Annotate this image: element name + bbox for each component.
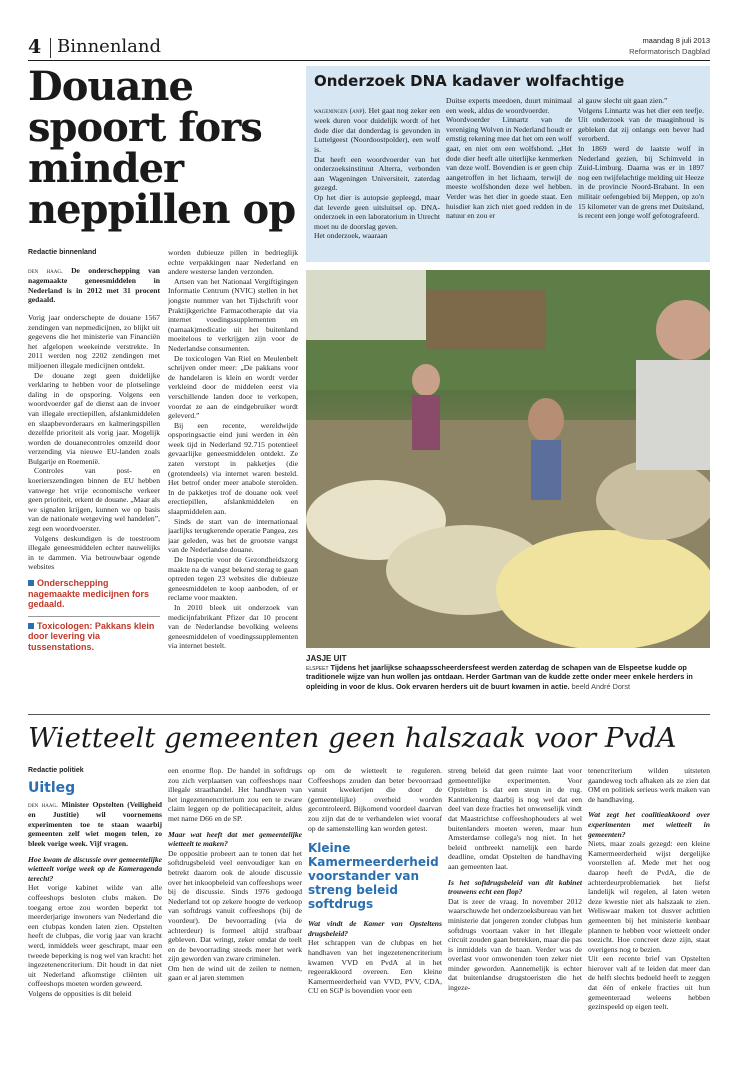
section-divider bbox=[28, 714, 710, 715]
paragraph: Sinds de start van de internationaal jaarlijks terugkerende operatie Pangea, zes jaar geleden, was het de grootste vangst van de Nederlandse douane. bbox=[168, 516, 298, 555]
photo-credit: beeld André Dorst bbox=[571, 681, 631, 691]
dateline: wageningen (anp). bbox=[314, 106, 367, 115]
paragraph: De oppositie probeert aan te tonen dat het softdrugsbeleid veel eenvoudiger kan en betrekt daarom ook de aloude discussie over het inkoopbeleid van coffeeshops weer bij de discussie. Sinds 1976 gedoogd Nederland tot op zekere hoogte de verkoop van softdrugs vanuit coffeeshops (bij de voordeur). De bevoorrading (via de achterdeur) is formeel altijd strafbaar gebleven. Dat wringt, zeker omdat de teelt en de bevoorrading steeds meer het werk zijn geworden van zware criminelen. Om hen de wind uit de zeilen te nemen, gaan er al jaren stemmen bbox=[168, 848, 302, 983]
byline: Redactie politiek bbox=[28, 767, 84, 774]
paragraph: Niets, maar zoals gezegd: een kleine Kamermeerderheid wijst dergelijke voorstellen af. Mede met het oog daarop heeft de PvdA, die de achterdeurproblematiek het liefst landelijk wil regelen, al laten weten deze kwestie niet als halszaak te zien. Weliswaar maken tot dusver achttien gemeenten bij het ministerie kenbaar plannen te hebben voor wietteelt onder toezicht. Hoe concreet deze zijn, staat overigens nog te bezien. Uit een recente brief van Opstelten hierover valt af te leiden dat meer dan de helft slechts bedoeld heeft te zeggen dat één of enkele fracties uit hun gemeenteraad weleens hebben gezinspeeld op eigen teelt. bbox=[588, 839, 710, 1012]
paragraph: worden dubieuze pillen in bedrieglijk echte verpakkingen naar Nederland en andere westerse landen verzonden. bbox=[168, 248, 298, 277]
paragraph: Dat is zeer de vraag. In november 2012 waarschuwde het onderzoeksbureau van het ministerie dat jongeren zonder clubpas hun softdrugs voortaan vaker in het illegale circuit zouden gaan betrekken, maar die pas is inmiddels van de baan. Verder was de overlast voor omwonenden toen zeker niet minder geworden. Aannemelijk is echter dat buitenlandse drugstoeristen die het ingeze- bbox=[448, 896, 582, 993]
header-date: maandag 8 juli 2013 bbox=[642, 36, 710, 45]
article1-col1 bbox=[28, 248, 160, 682]
paragraph: Vorig jaar onderschepte de douane 1567 zendingen van nepmedicijnen, zo blijkt uit gegevens die het ministerie van Financiën het afgelopen weekeinde verstrekte. In 2011 werden nog 2202 zendingen met miljoenen illegale medicijnen ontdekt. bbox=[28, 312, 160, 370]
article2-col1 bbox=[314, 96, 440, 258]
paragraph: De Inspectie voor de Gezondheidszorg maakte na de vangst bekend sterag te gaan optreden tegen 23 websites die dubieuze geneesmiddelen te koop aanboden, of er reclame voor maakten. bbox=[168, 555, 298, 603]
question: Maar wat heeft dat met gemeentelijke wietteelt te maken? bbox=[168, 829, 302, 849]
section-title: Binnenland bbox=[57, 36, 162, 57]
question: Is het softdrugsbeleid van dit kabinet trouwens echt een flop? bbox=[448, 877, 582, 897]
headline-line: spoort fors bbox=[28, 104, 262, 151]
paragraph: Het schrappen van de clubpas en het handhaven van het ingezetenencriterium kwamen VVD en PvdA al in het regeerakkoord overeen. Een kleine Kamermeerderheid van VVD, PVV, CDA, CU en SGP is bovendien voor een bbox=[308, 938, 442, 996]
paragraph: Het vorige kabinet wilde van alle coffeeshops besloten clubs maken. De toegang ertoe zou worden beperkt tot meerderjarige inwoners van Nederland die een clubpas konden laten zien. Opstelten heeft de clubpas, die vorig jaar van kracht werd, inmiddels weer geschrapt, maar een tweede beperking is nog wel van kracht: het ingezetenencriterium. Dit houdt in dat niet uit Nederland afkomstige cliënten uit coffeeshops moeten worden geweerd. Volgens de opposities is dit beleid bbox=[28, 883, 162, 998]
paragraph: een enorme flop. De handel in softdrugs zou zich verplaatsen van coffeeshops naar illegale straathandel. Het handhaven van het ingezetenencriterium zou een te zware claim leggen op de politiecapaciteit, aldus met name D66 en de SP. bbox=[168, 766, 302, 823]
paragraph: Bij een recente, wereldwijde opsporingsactie eind juni werden in één week tijd in Nederland 92.715 potentieel gevaarlijke geneesmiddelen ontdekt. Ze zaten verstopt in pakketjes (die (grotendeels) via internet waren besteld. Het betrof onder meer anabole steroïden. In de pakketjes trof de douane ook veel erectiepillen, afslankmiddelen en slaapmiddelen aan. bbox=[168, 420, 298, 517]
paragraph: op om de wietteelt te reguleren. Coffeeshops zouden dan beter bevoorraad vanuit kwekerijen die door de (gemeentelijke) overheid worden gecontroleerd. Bijkomend voordeel daarvan zou zijn dat de te verhandelen wiet vooraf op de samenstelling kan worden getest. bbox=[308, 766, 442, 833]
paragraph: tenencriterium wilden uitsteten gaandeweg toch afhaken als ze zien dat OM en politiek serieus werk maken van de handhaving. bbox=[588, 766, 710, 804]
article2-headline: Onderzoek DNA kadaver wolfachtige bbox=[314, 72, 625, 90]
lead: Minister Opstelten (Veiligheid en Justitie) wil voornemens experimenten toe te staan waarbij gemeenten zelf wiet mogen telen, zo bleek vorige week. Vijf vragen. bbox=[28, 799, 162, 848]
bullet-box bbox=[28, 578, 160, 652]
article3-col2 bbox=[168, 766, 302, 1066]
article3-col5 bbox=[588, 766, 710, 1066]
paragraph: De douane zegt geen duidelijke verklaring te hebben voor de plotselinge daling in de opsporing. Volgens een woordvoerder gaf de dienst aan de invoer van illegale erectiepillen, afslankmiddelen en slaapbevorderaars en kalmeringspillen dezelfde prioriteit als vorig jaar. Mogelijk worden de douanecontroles omzeild door verzending via nieuwe EU-landen zoals Bulgarije en Roemenië. bbox=[28, 370, 160, 466]
header-rule bbox=[28, 60, 710, 61]
header-divider bbox=[50, 38, 51, 58]
page-number: 4 bbox=[28, 36, 42, 58]
caption-place: elspeet bbox=[306, 663, 329, 673]
article2-text: Het gaat nog zeker een week duren voor duidelijk wordt of het dode dier dat donderdag is gevonden in Luttelgeest (Noordoostpolder), een wolf is. Dat heeft een woordvoerder van het onderzoeksinstituut Alterra, verbonden aan Wageningen Universiteit, zaterdag gezegd. Op het dier is autopsie gepleegd, maar dat leverde geen uitsluitsel op. DNA-onderzoek in een laboratorium in Utrecht moet nu de doorslag geven. Het onderzoek, waaraan bbox=[314, 105, 440, 241]
dateline: den haag. bbox=[28, 800, 58, 809]
sheep-shearing-photo bbox=[306, 270, 710, 648]
question: Hoe kwam de discussie over gemeentelijke wietteelt vorige week op de Kameragenda terecht? bbox=[28, 854, 162, 883]
caption-title: JASJE UIT bbox=[306, 654, 347, 663]
headline-line: minder bbox=[28, 145, 184, 192]
article1-col2 bbox=[168, 248, 298, 704]
article3-col4 bbox=[448, 766, 582, 1066]
paragraph: Artsen van het Nationaal Vergiftigingen Informatie Centrum (NVIC) stellen in het jongste nummer van het Tijdschrift voor Praktijkgerichte Farmacotherapie dat via internet voedingssupplementen en (namaak)medicatie uit het buitenland moeiteloos te verkrijgen zijn voor de Nederlandse consumenten. bbox=[168, 276, 298, 353]
caption-text: Tijdens het jaarlijkse schaapsscheerdersfeest werden zaterdag de schapen van de Elspeetse kudde op traditionele wijze van hun wollen jas ontdaan. Herder Gartman van de kudde zette onder meer enkele herders in opleiding in voor de klus. Ook ervaren herders uit de buurt kwamen in actie. bbox=[306, 663, 693, 691]
subheadline: Kleine Kamermeerderheid voorstander van streng beleid softdrugs bbox=[308, 841, 439, 912]
article3-headline: Wietteelt gemeenten geen halszaak voor PvdA bbox=[28, 722, 677, 754]
paragraph: De toxicologen Van Riel en Meulenbelt schrijven onder meer: „De pakkans voor de handelaren is klein en wordt verder verkleind door de middelen eerst via verschillende landen door te verkopen, voordat ze aan de eindgebruiker wordt geleverd.” bbox=[168, 353, 298, 421]
paragraph: Volgens deskundigen is de toestroom illegale geneesmiddelen echter nauwelijks in te dammen. Via betrouwbaar ogende websites bbox=[28, 533, 160, 572]
question: Wat zegt het coalitieakkoord over experimenten met wietteelt in gemeenten? bbox=[588, 810, 710, 839]
kicker: Uitleg bbox=[28, 779, 76, 796]
article3-col1 bbox=[28, 766, 162, 1066]
bullet-square-icon bbox=[28, 623, 34, 629]
bullet-square-icon bbox=[28, 580, 34, 586]
bullet-text: Onderschepping nagemaakte medicijnen fors gedaald. bbox=[28, 578, 150, 609]
article1-headline bbox=[28, 63, 298, 233]
question: Wat vindt de Kamer van Opsteltens drugsbeleid? bbox=[308, 919, 442, 938]
paragraph: In 2010 bleek uit onderzoek van medicijnfabrikant Pfizer dat 10 procent van de Nederlandse bevolking weleens geneesmiddelen of voedingssupplementen via internet bestelt. bbox=[168, 602, 298, 651]
header-paper: Reformatorisch Dagblad bbox=[629, 47, 710, 56]
headline-line: neppillen op bbox=[28, 186, 296, 233]
article2-col2: Duitse experts meedoen, duurt minimaal een week, aldus de woordvoerder. Woordvoerder Linnartz van de vereniging Wolven in Nederland houdt er ernstig rekening mee dat het om een wolf gaat, en niet om een wolfshond. „Het dode dier heeft alle uiterlijke kenmerken van deze wolf. Bovendien is er geen chip aangetroffen in het lichaam, terwijl de meeste wolfshonden deze wel hebben. Verder was het dier in goede staat. Een huisdier kan zich niet goed redden in de natuur en zou er bbox=[446, 96, 572, 221]
paragraph: streng beleid dat geen ruimte laat voor gemeentelijke experimenten. Voor Opstelten is dat een steun in de rug. Kanttekening daarbij is nog wel dat een deel van deze fracties het onwenselijk vindt dat Maastrichtse coffeeshophouders al wel buitenlanders moeten weren, maar hun Amsterdamse collega's nog niet. In het beleid ontbreekt namelijk een harde deadline, omdat Opstelten de handhaving aan gemeenten laat. bbox=[448, 766, 582, 871]
paragraph: Controles van post- en koerierszendingen binnen de EU hebben vanwege het vrije economische verkeer geen prioriteit, erkent de douane. „Maar als we signalen krijgen, kunnen we op basis van de nationale wetgeving wel handelen”, zegt een woordvoerster. bbox=[28, 466, 160, 534]
photo-caption bbox=[306, 654, 710, 691]
article3-col3 bbox=[308, 766, 442, 1066]
lead: De onderschepping van nagemaakte geneesmiddelen in Nederland is in 2012 met 31 procent gedaald. bbox=[28, 265, 160, 305]
photo-illustration-icon bbox=[306, 270, 710, 648]
dateline: den haag. bbox=[28, 266, 63, 275]
headline-line: Douane bbox=[28, 63, 193, 110]
byline: Redactie binnenland bbox=[28, 249, 97, 256]
bullet-text: Toxicologen: Pakkans klein door levering via tussenstations. bbox=[28, 620, 155, 652]
article2-col3: al gauw slecht uit gaan zien.” Volgens Linnartz was het dier een teefje. Uit onderzoek van de maaginhoud is gebleken dat zij onlangs een bever had verorberd. In 1869 werd de laatste wolf in Nederland gezien, bij Schimveld in Zuid-Limburg. Daarna was er in 1897 nog een twijfelachtige melding uit Heeze in de provincie Noord-Brabant. In een militair oefengebied bij Meppen, op zo'n 15 kilometer van de grens met Duitsland, is recent een jonge wolf gefotografeerd. bbox=[578, 96, 704, 221]
